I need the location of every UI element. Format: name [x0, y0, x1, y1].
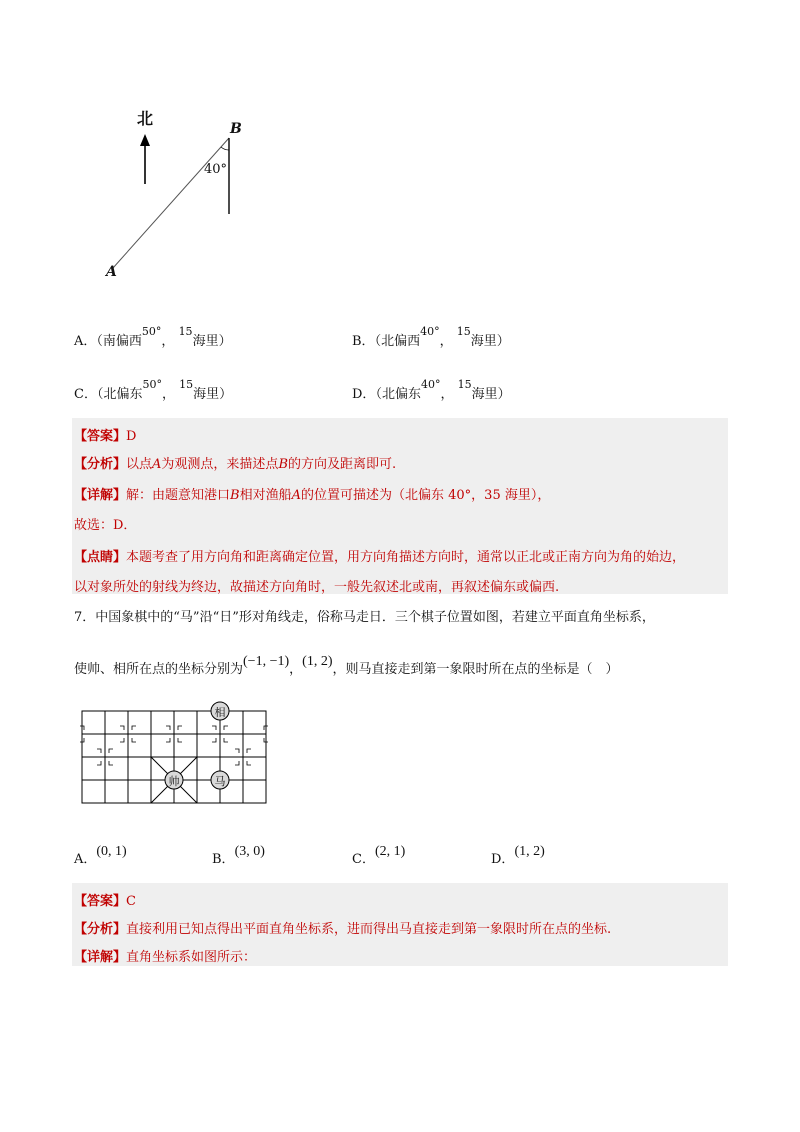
comment-tag: 【点睛】: [74, 550, 127, 565]
angle-arc: [221, 147, 229, 150]
detail-tag: 【详解】: [74, 488, 127, 503]
answer-tag: 【答案】: [74, 429, 127, 444]
option-letter: B．: [352, 334, 375, 349]
analysis-tag: 【分析】: [74, 457, 127, 472]
detail-text: 直角坐标系如图所示：: [126, 950, 257, 965]
q7-detail: [74, 946, 256, 965]
piece-shuai-label: 帅: [168, 775, 180, 788]
analysis-text: 直接利用已知点得出平面直角坐标系，进而得出马直接走到第一象限时所在点的坐标.: [126, 922, 612, 937]
detail-text: 解：由题意知港口: [126, 488, 231, 503]
option-number: 15: [457, 378, 472, 391]
option-number: 15: [179, 378, 194, 391]
option-letter: C．: [74, 387, 97, 402]
analysis-text: 为观测点，来描述点: [161, 457, 279, 472]
option-number: 15: [178, 325, 193, 338]
option-comma: ，: [440, 387, 454, 402]
detail-text: 相对渔船: [239, 488, 292, 503]
stem-sep: ，: [289, 662, 303, 677]
q6-choose: 故选：D．: [74, 518, 137, 533]
q6-option-c[interactable]: [74, 378, 233, 402]
q7-option-d[interactable]: [491, 844, 545, 868]
option-letter: B．: [212, 852, 235, 867]
detail-point-a: A: [291, 488, 301, 503]
q7-option-a[interactable]: [74, 844, 127, 868]
option-letter: A．: [74, 334, 97, 349]
option-degree: 40°: [420, 325, 440, 338]
option-degree: 40°: [420, 378, 441, 391]
coord-shuai: (−1, −1): [243, 654, 290, 669]
option-number: 15: [456, 325, 471, 338]
analysis-point-a: A: [152, 457, 162, 472]
option-degree: 50°: [141, 325, 162, 338]
option-letter: C．: [352, 852, 375, 867]
q7-stem-line2: [74, 654, 619, 678]
stem-text: ，则马直接走到第一象限时所在点的坐标是（ ）: [332, 662, 619, 677]
q6-analysis: [74, 453, 396, 472]
q7-analysis: [74, 918, 611, 937]
option-value: (1, 2): [514, 844, 545, 859]
angle-label: 40°: [204, 162, 228, 177]
option-value: (3, 0): [234, 844, 265, 859]
north-label: 北: [137, 109, 154, 128]
option-letter: D．: [491, 852, 515, 867]
answer-value: C: [126, 894, 136, 909]
chess-board: [70, 700, 280, 810]
option-text: （南偏西: [96, 334, 142, 349]
q7-option-b[interactable]: [212, 844, 265, 868]
option-text: （北偏西: [374, 334, 421, 349]
segment-ab: [113, 138, 229, 268]
option-unit: 海里）: [192, 334, 232, 349]
option-unit: 海里）: [470, 334, 510, 349]
option-degree: 50°: [142, 378, 162, 391]
q6-comment: [74, 546, 685, 565]
analysis-point-b: B: [278, 457, 288, 472]
detail-text: 的位置可描述为（北偏东 40°，35 海里），: [301, 488, 551, 503]
piece-ma-label: 马: [214, 775, 226, 788]
q6-detail: [74, 484, 550, 503]
q7-stem-line1: 7．中国象棋中的“马”沿“日”形对角线走，俗称马走日．三个棋子位置如图，若建立平面直角坐标系，: [74, 610, 655, 625]
point-a-label: A: [106, 264, 117, 280]
analysis-tag: 【分析】: [74, 922, 127, 937]
q6-option-a[interactable]: [74, 325, 232, 349]
option-text: （北偏东: [96, 387, 143, 402]
option-letter: A．: [74, 852, 97, 867]
option-value: (0, 1): [96, 844, 127, 859]
option-comma: ，: [161, 387, 175, 402]
piece-xiang-label: 相: [214, 706, 226, 719]
north-arrow-head: [140, 134, 150, 146]
q6-answer: [74, 425, 136, 444]
analysis-text: 以点: [126, 457, 153, 472]
option-unit: 海里）: [193, 387, 233, 402]
detail-tag: 【详解】: [74, 950, 127, 965]
option-comma: ，: [161, 334, 175, 349]
analysis-text: 的方向及距离即可.: [288, 457, 397, 472]
q6-option-b[interactable]: [352, 325, 510, 349]
option-comma: ，: [439, 334, 453, 349]
answer-tag: 【答案】: [74, 894, 127, 909]
q7-option-c[interactable]: [352, 844, 406, 868]
stem-text: 使帅、相所在点的坐标分别为: [74, 662, 244, 677]
q6-comment-line2: 以对象所处的射线为终边，故描述方向角时，一般先叙述北或南，再叙述偏东或偏西.: [74, 580, 560, 595]
option-unit: 海里）: [471, 387, 511, 402]
answer-value: D: [126, 429, 137, 444]
q6-option-d[interactable]: [352, 378, 511, 402]
q7-answer: [74, 890, 136, 909]
detail-point-b: B: [230, 488, 240, 503]
point-b-label: B: [230, 121, 242, 137]
coord-xiang: (1, 2): [302, 654, 333, 669]
comment-text: 本题考查了用方向角和距离确定位置，用方向角描述方向时，通常以正北或正南方向为角的始边，: [126, 550, 686, 565]
option-letter: D．: [352, 387, 376, 402]
option-text: （北偏东: [375, 387, 421, 402]
q6-solution-panel: [72, 418, 728, 594]
option-value: (2, 1): [374, 844, 406, 859]
